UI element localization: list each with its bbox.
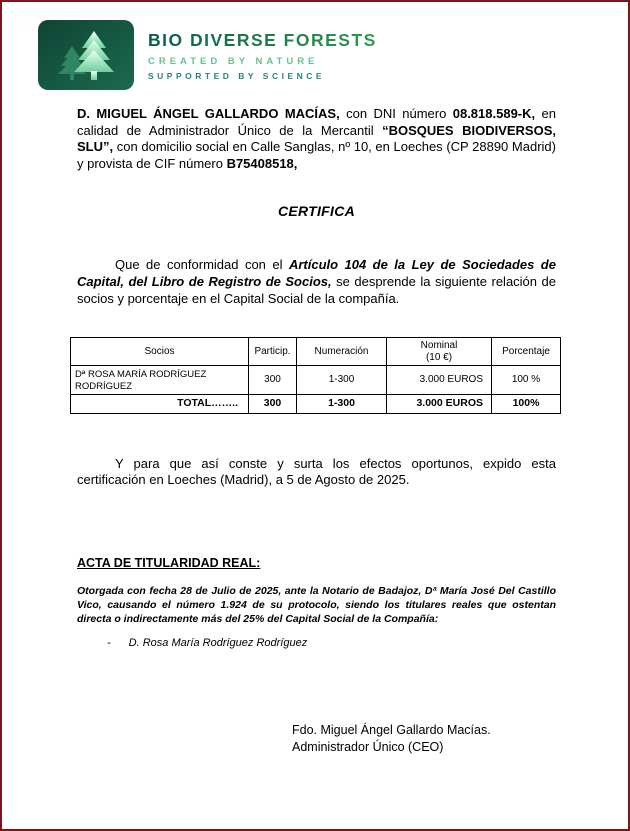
shareholder-nominal-cell: 3.000 EUROS xyxy=(387,366,492,395)
total-nominal-cell: 3.000 EUROS xyxy=(387,395,492,413)
intro-text-dni: con DNI número xyxy=(339,106,453,121)
logo-tagline-nature: CREATED BY NATURE xyxy=(148,55,319,67)
signature-role: Administrador Único (CEO) xyxy=(292,740,444,755)
col-header-socios: Socios xyxy=(71,338,249,366)
company-logo xyxy=(38,20,628,90)
intro-text-calidad: en calidad de Administrador Único de la Mercantil xyxy=(77,106,556,138)
dni-number: 08.818.589-K, xyxy=(452,106,536,121)
table-total-row xyxy=(71,395,561,413)
acta-owner-name: D. Rosa María Rodríguez Rodríguez xyxy=(128,637,308,650)
acta-item-dash: - xyxy=(107,637,111,650)
certifica-heading: CERTIFICA xyxy=(277,202,356,219)
logo-tagline-science: SUPPORTED BY SCIENCE xyxy=(148,70,326,81)
signature-block xyxy=(292,722,556,756)
col-header-nominal-line1: Nominal xyxy=(420,340,458,352)
acta-heading: ACTA DE TITULARIDAD REAL: xyxy=(77,555,261,570)
certify-paragraph xyxy=(77,257,556,307)
col-header-nominal xyxy=(387,338,492,366)
acta-owner-item xyxy=(107,636,556,650)
pine-tree-icon xyxy=(38,20,134,90)
col-header-particip: Particip. xyxy=(249,338,297,366)
intro-paragraph xyxy=(77,106,556,173)
logo-text-block xyxy=(148,30,377,81)
certify-text-1: Que de conformidad con el xyxy=(115,257,289,273)
intro-text-domicilio: con domicilio social en Calle Sanglas, nº 10, en Loeches (CP 28890 Madrid) y provista de CIF número xyxy=(77,139,556,171)
table-row xyxy=(71,366,561,395)
shareholder-name-cell: Dª ROSA MARÍA RODRÍGUEZ RODRÍGUEZ xyxy=(71,366,249,395)
shareholders-table xyxy=(70,337,561,413)
total-label-cell: TOTAL…….. xyxy=(71,395,249,413)
administrator-name: D. MIGUEL ÁNGEL GALLARDO MACÍAS, xyxy=(77,106,340,121)
table-header-row xyxy=(71,338,561,366)
col-header-nominal-line2: (10 €) xyxy=(425,351,453,363)
shareholder-numeracion-cell: 1-300 xyxy=(297,366,387,395)
col-header-porcentaje: Porcentaje xyxy=(492,338,561,366)
signature-name: Fdo. Miguel Ángel Gallardo Macías. xyxy=(292,723,491,738)
document-body xyxy=(2,106,628,756)
total-numeracion-cell: 1-300 xyxy=(297,395,387,413)
shareholder-porcentaje-cell: 100 % xyxy=(492,366,561,395)
shareholder-particip-cell: 300 xyxy=(249,366,297,395)
closing-paragraph: Y para que así conste y surta los efectos oportunos, expido esta certificación en Loeches (Madrid), a 5 de Agosto de 2025. xyxy=(77,455,556,488)
total-particip-cell: 300 xyxy=(249,395,297,413)
cif-number: B75408518, xyxy=(226,155,298,171)
company-name: “BOSQUES BIODIVERSOS, SLU”, xyxy=(77,122,556,155)
acta-paragraph: Otorgada con fecha 28 de Julio de 2025, ante la Notario de Badajoz, Dª María José Del Castillo Vico, causando el número 1.924 de su protocolo, siendo los titulares reales que ostentan directa o indirectamente más del 25% del Capital Social de la Compañía: xyxy=(77,584,556,626)
total-porcentaje-cell: 100% xyxy=(492,395,561,413)
law-reference: Artículo 104 de la Ley de Sociedades de Capital, del Libro de Registro de Socios, xyxy=(77,257,556,290)
col-header-numeracion: Numeración xyxy=(297,338,387,366)
logo-title: BIO DIVERSE FORESTS xyxy=(148,29,377,50)
certify-text-2: se desprende la siguiente relación de socios y porcentaje en el Capital Social de la compañía. xyxy=(77,274,556,306)
